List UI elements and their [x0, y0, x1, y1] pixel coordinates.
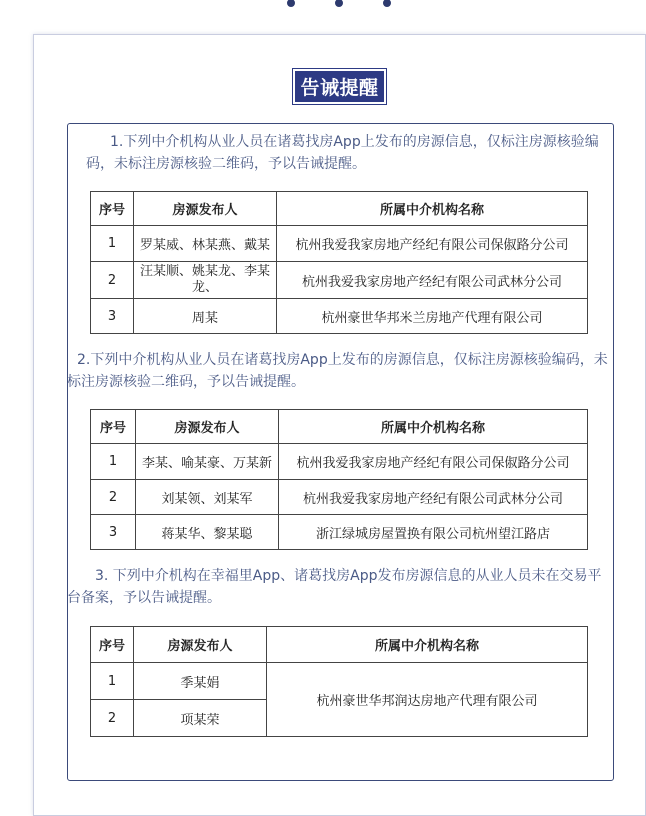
header-person: 房源发布人: [134, 192, 277, 226]
page-title: 告诫提醒: [295, 71, 383, 102]
section-1-text: 1.下列中介机构从业人员在诸葛找房App上发布的房源信息，仅标注房源核验编码，未标注房源核验二维码，予以告诫提醒。: [86, 134, 599, 172]
cell-no: 1: [91, 226, 134, 262]
section-3-text: 3. 下列中介机构在幸福里App、诸葛找房App发布房源信息的从业人员未在交易平台备案，予以告诫提醒。: [67, 568, 602, 606]
cell-no: 3: [91, 515, 136, 550]
cell-person: 周某: [134, 299, 277, 334]
cell-person: 蒋某华、黎某聪: [136, 515, 279, 550]
table-row: [91, 262, 588, 299]
cell-person: 刘某领、刘某军: [136, 480, 279, 515]
table-header-row: [91, 627, 588, 663]
cell-person: 项某荣: [134, 700, 267, 737]
table-row: [91, 515, 588, 550]
header-person: 房源发布人: [136, 410, 279, 444]
carousel-dot[interactable]: [287, 0, 295, 7]
cell-no: 2: [91, 700, 134, 737]
section-3-table: [90, 626, 588, 737]
carousel-dot[interactable]: [335, 0, 343, 7]
table-row: [91, 480, 588, 515]
header-no: 序号: [91, 192, 134, 226]
cell-org: 杭州我爱我家房地产经纪有限公司保俶路分公司: [279, 444, 588, 480]
title-wrap: [34, 71, 645, 102]
cell-person: 李某、喻某豪、万某新: [136, 444, 279, 480]
header-person: 房源发布人: [134, 627, 267, 663]
table-row: [91, 299, 588, 334]
cell-org: 杭州我爱我家房地产经纪有限公司武林分公司: [279, 480, 588, 515]
cell-no: 2: [91, 262, 134, 299]
cell-org: 杭州豪世华邦米兰房地产代理有限公司: [277, 299, 588, 334]
cell-person: 汪某顺、姚某龙、李某龙、: [134, 262, 277, 299]
header-org: 所属中介机构名称: [267, 627, 588, 663]
notice-card: [33, 34, 646, 816]
cell-no: 3: [91, 299, 134, 334]
section-2-text: 2.下列中介机构从业人员在诸葛找房App上发布的房源信息，仅标注房源核验编码，未标注房源核验二维码，予以告诫提醒。: [67, 352, 608, 390]
table-row: [91, 444, 588, 480]
cell-no: 2: [91, 480, 136, 515]
table-row: [91, 663, 588, 700]
header-no: 序号: [91, 627, 134, 663]
cell-org: 杭州我爱我家房地产经纪有限公司保俶路分公司: [277, 226, 588, 262]
header-no: 序号: [91, 410, 136, 444]
carousel-dots: [0, 0, 646, 12]
table-header-row: [91, 192, 588, 226]
carousel-dot[interactable]: [383, 0, 391, 7]
cell-org: 杭州我爱我家房地产经纪有限公司武林分公司: [277, 262, 588, 299]
cell-org-merged: 杭州豪世华邦润达房地产代理有限公司: [267, 663, 588, 737]
header-org: 所属中介机构名称: [277, 192, 588, 226]
table-header-row: [91, 410, 588, 444]
cell-no: 1: [91, 444, 136, 480]
cell-person: 罗某威、林某燕、戴某: [134, 226, 277, 262]
section-1-table: [90, 191, 588, 334]
table-row: [91, 226, 588, 262]
cell-org: 浙江绿城房屋置换有限公司杭州望江路店: [279, 515, 588, 550]
cell-no: 1: [91, 663, 134, 700]
cell-person: 季某娟: [134, 663, 267, 700]
header-org: 所属中介机构名称: [279, 410, 588, 444]
section-2-table: [90, 409, 588, 550]
